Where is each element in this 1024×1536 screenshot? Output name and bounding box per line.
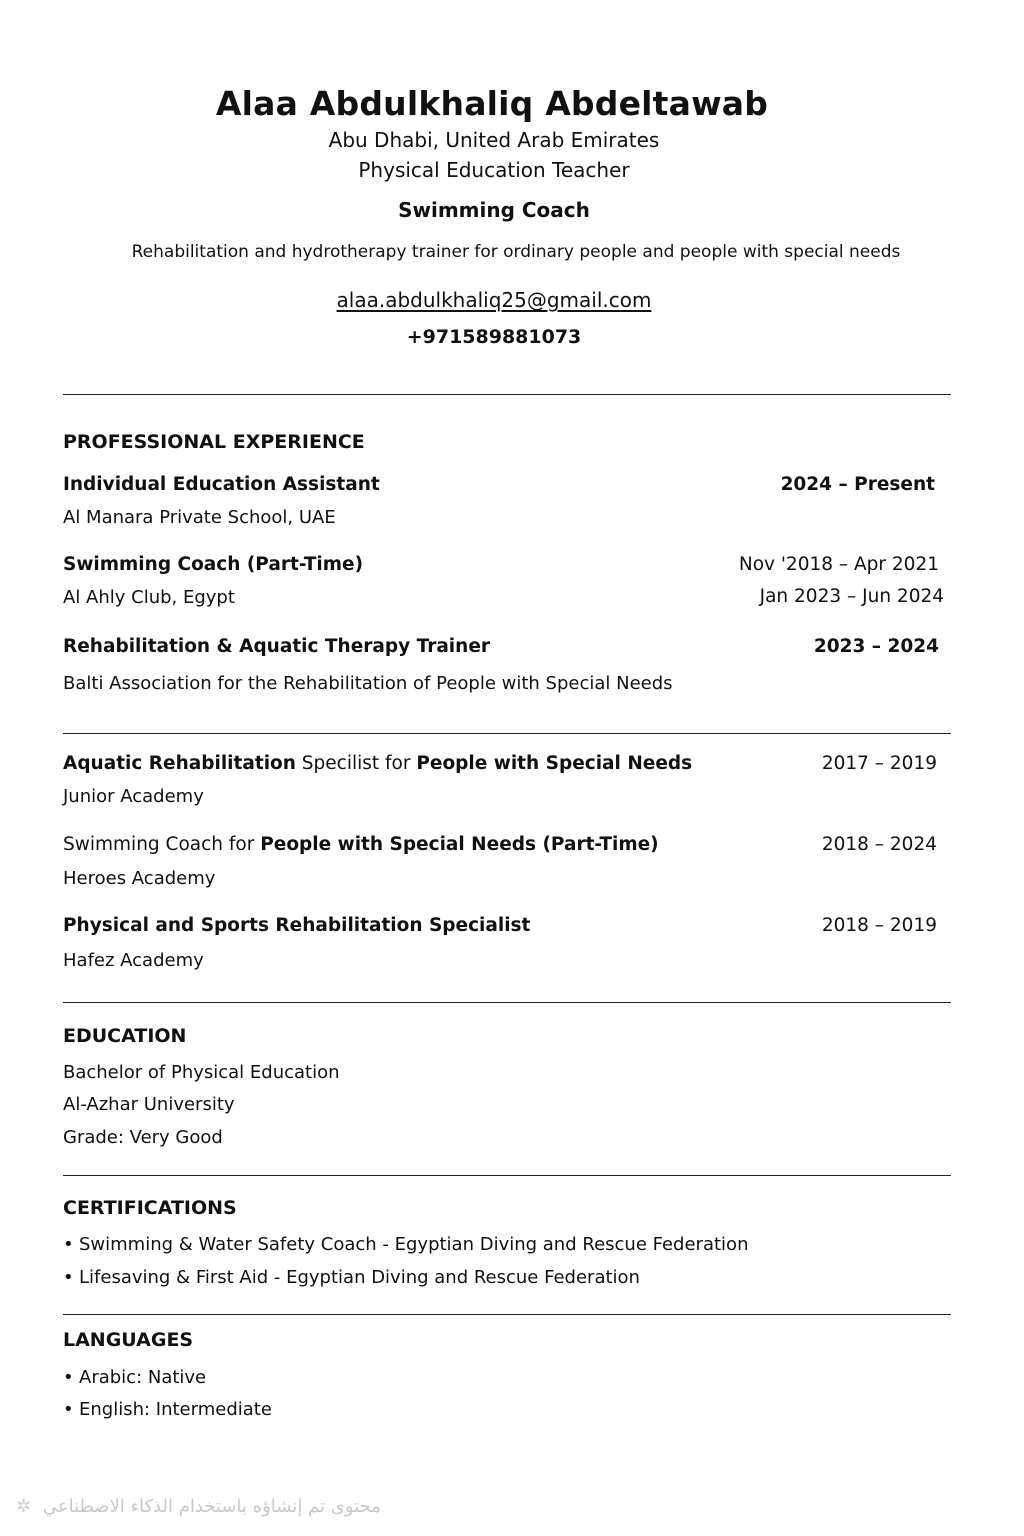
job-title-part: People with Special Needs (Part-Time): [260, 834, 659, 855]
language-text: Arabic: Native: [79, 1367, 207, 1388]
job-entry: [63, 554, 944, 624]
languages-heading: LANGUAGES: [63, 1329, 194, 1351]
job-title-part: for: [223, 834, 261, 855]
job-org: Hafez Academy: [63, 950, 204, 971]
email-link-row: [0, 288, 1006, 312]
sparkle-icon: ✲: [16, 1496, 32, 1517]
job-dates: 2018 – 2019: [821, 915, 937, 936]
job-dates: 2024 – Present: [780, 474, 935, 495]
job-title-part: Specilist for: [295, 753, 417, 774]
education-heading: EDUCATION: [63, 1025, 187, 1047]
job-org: Heroes Academy: [63, 868, 216, 889]
ai-watermark: [16, 1496, 381, 1517]
job-org: Al Ahly Club, Egypt: [63, 587, 235, 608]
language-item: [63, 1367, 206, 1388]
divider: [63, 1314, 951, 1315]
job-entry: [63, 474, 941, 544]
job-title: Individual Education Assistant: [63, 474, 380, 495]
candidate-specialty: Swimming Coach: [398, 198, 590, 222]
job-title-part: Swimming Coach: [63, 834, 224, 855]
bullet-icon: •: [63, 1399, 74, 1420]
divider: [63, 1175, 951, 1176]
job-org: Al Manara Private School, UAE: [63, 507, 336, 528]
language-item: [63, 1399, 272, 1420]
candidate-summary: Rehabilitation and hydrotherapy trainer for ordinary people and people with special needs: [131, 242, 901, 262]
certification-item: [63, 1267, 640, 1288]
job-title: Rehabilitation & Aquatic Therapy Trainer: [63, 636, 490, 657]
bullet-icon: •: [63, 1234, 74, 1255]
job-dates: 2023 – 2024: [813, 636, 939, 657]
job-dates-secondary: Jan 2023 – Jun 2024: [759, 586, 944, 607]
job-dates: 2017 – 2019: [821, 753, 937, 774]
bullet-icon: •: [63, 1367, 74, 1388]
job-dates: Nov '2018 – Apr 2021: [738, 554, 939, 575]
job-org: Junior Academy: [63, 786, 204, 807]
education-grade: Grade: Very Good: [63, 1127, 223, 1148]
job-title: Physical and Sports Rehabilitation Specialist: [63, 915, 531, 936]
education-degree: Bachelor of Physical Education: [63, 1062, 340, 1083]
job-entry: [63, 915, 941, 985]
education-university: Al-Azhar University: [63, 1094, 235, 1115]
job-title: Swimming Coach (Part-Time): [63, 554, 364, 575]
candidate-name: Alaa Abdulkhaliq Abdeltawab: [215, 84, 769, 123]
certification-item: [63, 1234, 748, 1255]
bullet-icon: •: [63, 1267, 74, 1288]
candidate-role: Physical Education Teacher: [358, 158, 630, 182]
job-dates: 2018 – 2024: [821, 834, 937, 855]
job-org: Balti Association for the Rehabilitation of People with Special Needs: [63, 673, 673, 694]
certifications-heading: CERTIFICATIONS: [63, 1197, 237, 1219]
divider: [63, 733, 951, 734]
job-title: [63, 834, 659, 855]
job-entry: [63, 834, 941, 904]
job-title: [63, 753, 692, 774]
job-title-part: People with Special Needs: [416, 753, 693, 774]
watermark-text: محتوى تم إنشاؤه باستخدام الذكاء الاصطناعي: [42, 1496, 381, 1517]
email-link[interactable]: alaa.abdulkhaliq25@gmail.com: [336, 288, 652, 312]
candidate-location: Abu Dhabi, United Arab Emirates: [328, 128, 660, 152]
certification-text: Lifesaving & First Aid - Egyptian Diving and Rescue Federation: [79, 1267, 640, 1288]
candidate-phone: +971589881073: [406, 326, 582, 348]
divider: [63, 1002, 951, 1003]
language-text: English: Intermediate: [79, 1399, 272, 1420]
divider: [63, 394, 951, 395]
job-title-part: Aquatic Rehabilitation: [63, 753, 296, 774]
job-entry: [63, 753, 941, 823]
job-entry: [63, 636, 941, 706]
certification-text: Swimming & Water Safety Coach - Egyptian Diving and Rescue Federation: [79, 1234, 749, 1255]
experience-heading: PROFESSIONAL EXPERIENCE: [63, 431, 365, 453]
